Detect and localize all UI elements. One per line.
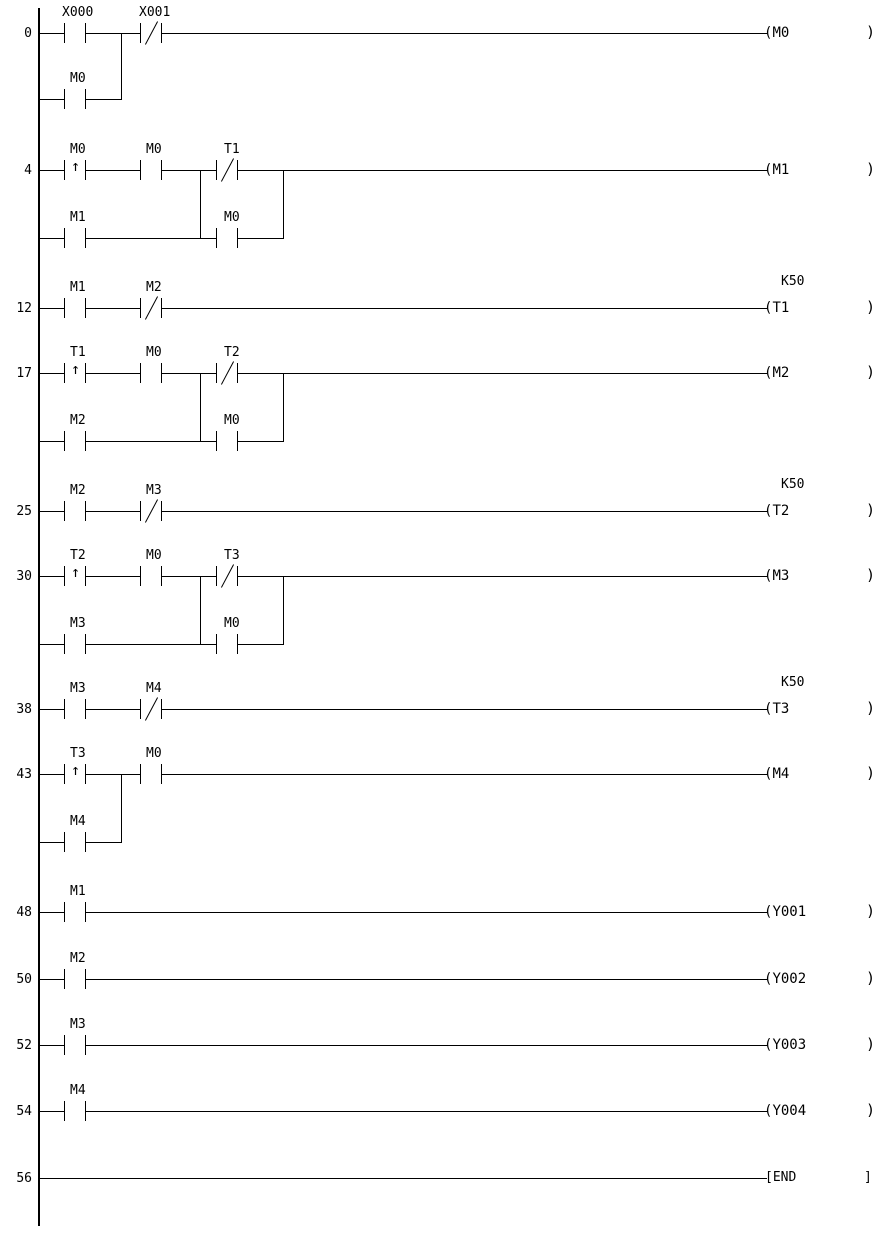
rung-wire <box>238 373 767 374</box>
contact-no-m2-branch[interactable] <box>64 431 86 451</box>
rung-step-number: 25 <box>16 504 32 519</box>
rung-step-number: 56 <box>16 1171 32 1186</box>
rung-step-number: 52 <box>16 1038 32 1053</box>
contact-label: M0 <box>146 746 162 761</box>
branch-wire <box>39 644 64 645</box>
rung-wire <box>39 33 64 34</box>
rung-wire <box>162 774 767 775</box>
rung-wire <box>86 774 140 775</box>
contact-label: T2 <box>224 345 240 360</box>
coil-close-paren: ) <box>866 969 876 987</box>
coil-y001[interactable] <box>764 905 806 919</box>
coil-label: M0 <box>772 25 790 41</box>
contact-label: M0 <box>70 142 86 157</box>
timer-preset-label: K50 <box>781 675 805 690</box>
coil-label: M2 <box>772 365 790 381</box>
contact-label: M0 <box>224 413 240 428</box>
rung-wire <box>162 170 216 171</box>
branch-wire <box>39 441 64 442</box>
contact-nc-t2[interactable] <box>216 363 238 383</box>
coil-label: T2 <box>772 503 790 519</box>
coil-close-paren: ) <box>866 160 876 178</box>
contact-no-m2[interactable] <box>64 501 86 521</box>
coil-m1[interactable] <box>764 163 789 177</box>
branch-wire <box>238 441 284 442</box>
contact-rising-m0[interactable] <box>64 157 86 180</box>
contact-nc-m4[interactable] <box>140 699 162 719</box>
contact-nc-m3[interactable] <box>140 501 162 521</box>
contact-no-m3-branch[interactable] <box>64 634 86 654</box>
coil-close-paren: ) <box>866 566 876 584</box>
contact-no-m1[interactable] <box>64 298 86 318</box>
rising-edge-arrow: ↑ <box>71 157 81 175</box>
coil-close-paren: ) <box>866 363 876 381</box>
contact-label: M0 <box>146 345 162 360</box>
rung-wire <box>86 1111 767 1112</box>
contact-nc-m2[interactable] <box>140 298 162 318</box>
rung-wire <box>162 709 767 710</box>
coil-label: T3 <box>772 701 790 717</box>
branch-wire <box>39 842 64 843</box>
contact-label: T2 <box>70 548 86 563</box>
coil-y002[interactable] <box>764 972 806 986</box>
coil-y003[interactable] <box>764 1038 806 1052</box>
contact-label: M3 <box>70 1017 86 1032</box>
contact-rising-t2[interactable] <box>64 563 86 586</box>
rung-wire <box>238 170 767 171</box>
branch-vertical <box>121 774 122 842</box>
coil-open-paren: ( <box>764 300 773 316</box>
contact-label: M2 <box>70 951 86 966</box>
rising-edge-arrow: ↑ <box>71 360 81 378</box>
contact-label: M0 <box>146 548 162 563</box>
branch-vertical <box>39 774 40 842</box>
coil-timer-t2[interactable] <box>764 504 789 518</box>
coil-m0[interactable] <box>764 26 789 40</box>
contact-label: M1 <box>70 884 86 899</box>
coil-label: M3 <box>772 568 790 584</box>
coil-close-paren: ) <box>866 902 876 920</box>
coil-open-paren: ( <box>764 25 773 41</box>
rung-wire <box>39 709 64 710</box>
coil-close-paren: ) <box>866 1035 876 1053</box>
coil-close-paren: ) <box>866 1101 876 1119</box>
rung-step-number: 4 <box>24 163 32 178</box>
contact-label: M2 <box>70 483 86 498</box>
branch-vertical <box>200 373 201 441</box>
rung-wire <box>86 709 140 710</box>
branch-wire <box>39 99 64 100</box>
branch-wire <box>238 644 284 645</box>
contact-no-m3[interactable] <box>64 699 86 719</box>
contact-label: T1 <box>70 345 86 360</box>
end-instruction[interactable] <box>765 1171 796 1184</box>
contact-label: M3 <box>146 483 162 498</box>
coil-close-paren: ) <box>866 764 876 782</box>
rung-step-number: 17 <box>16 366 32 381</box>
coil-label: Y003 <box>772 1037 807 1053</box>
coil-open-paren: ( <box>764 1037 773 1053</box>
rung-wire <box>86 33 140 34</box>
coil-open-paren: ( <box>764 568 773 584</box>
contact-label: M0 <box>224 616 240 631</box>
branch-wire <box>86 99 122 100</box>
branch-vertical <box>283 373 284 441</box>
branch-vertical <box>200 576 201 644</box>
rung-wire <box>86 979 767 980</box>
end-close-bracket: ] <box>864 1170 872 1185</box>
rising-edge-arrow: ↑ <box>71 563 81 581</box>
rung-step-number: 30 <box>16 569 32 584</box>
rung-wire <box>39 912 64 913</box>
rung-wire <box>162 373 216 374</box>
rung-step-number: 43 <box>16 767 32 782</box>
end-label: END <box>772 1170 797 1185</box>
contact-nc-t3[interactable] <box>216 566 238 586</box>
rung-wire <box>162 511 767 512</box>
branch-wire <box>86 238 216 239</box>
coil-label: T1 <box>772 300 790 316</box>
contact-label: M0 <box>70 71 86 86</box>
rung-step-number: 0 <box>24 26 32 41</box>
coil-close-paren: ) <box>866 298 876 316</box>
coil-open-paren: ( <box>764 503 773 519</box>
rung-wire <box>39 1111 64 1112</box>
contact-label: M0 <box>224 210 240 225</box>
rung-wire <box>86 1045 767 1046</box>
branch-vertical <box>283 576 284 644</box>
coil-y004[interactable] <box>764 1104 806 1118</box>
coil-open-paren: ( <box>764 904 773 920</box>
branch-wire <box>86 441 216 442</box>
rung-wire <box>39 170 64 171</box>
contact-no-m0[interactable] <box>140 566 162 586</box>
coil-label: Y002 <box>772 971 807 987</box>
end-open-bracket: [ <box>765 1170 773 1185</box>
contact-no-m1-branch[interactable] <box>64 228 86 248</box>
contact-no-m3[interactable] <box>64 1035 86 1055</box>
rung-wire <box>162 308 767 309</box>
coil-open-paren: ( <box>764 162 773 178</box>
timer-preset-label: K50 <box>781 274 805 289</box>
contact-label: T3 <box>70 746 86 761</box>
contact-label: M4 <box>70 814 86 829</box>
rung-step-number: 48 <box>16 905 32 920</box>
contact-label: M1 <box>70 210 86 225</box>
coil-open-paren: ( <box>764 1103 773 1119</box>
rung-wire <box>86 373 140 374</box>
coil-close-paren: ) <box>866 699 876 717</box>
contact-label: X001 <box>139 5 171 20</box>
branch-wire <box>238 238 284 239</box>
rung-step-number: 50 <box>16 972 32 987</box>
branch-wire <box>86 842 122 843</box>
branch-vertical <box>39 33 40 99</box>
contact-label: M4 <box>70 1083 86 1098</box>
coil-label: Y001 <box>772 904 807 920</box>
coil-timer-t1[interactable] <box>764 301 789 315</box>
rising-edge-arrow: ↑ <box>71 761 81 779</box>
rung-wire <box>39 308 64 309</box>
branch-vertical <box>283 170 284 238</box>
contact-no-m0[interactable] <box>140 363 162 383</box>
coil-close-paren: ) <box>866 23 876 41</box>
rung-wire <box>39 511 64 512</box>
contact-label: M3 <box>70 681 86 696</box>
coil-open-paren: ( <box>764 701 773 717</box>
rung-step-number: 38 <box>16 702 32 717</box>
branch-vertical <box>121 33 122 99</box>
contact-no-m4-branch[interactable] <box>64 832 86 852</box>
contact-label: M4 <box>146 681 162 696</box>
coil-m3[interactable] <box>764 569 789 583</box>
coil-label: Y004 <box>772 1103 807 1119</box>
rung-wire <box>86 308 140 309</box>
contact-label: X000 <box>62 5 94 20</box>
rung-wire <box>86 170 140 171</box>
rung-step-number: 12 <box>16 301 32 316</box>
coil-timer-t3[interactable] <box>764 702 789 716</box>
rung-wire <box>39 1045 64 1046</box>
contact-label: M2 <box>146 280 162 295</box>
rung-wire <box>39 1178 767 1179</box>
contact-no-m0-branch[interactable] <box>216 431 238 451</box>
coil-open-paren: ( <box>764 766 773 782</box>
contact-label: M1 <box>70 280 86 295</box>
contact-no-m0-branch[interactable] <box>216 634 238 654</box>
contact-nc-x001[interactable] <box>140 23 162 43</box>
branch-wire <box>86 644 216 645</box>
contact-label: T3 <box>224 548 240 563</box>
branch-vertical <box>39 576 40 644</box>
coil-label: M1 <box>772 162 790 178</box>
contact-label: M2 <box>70 413 86 428</box>
contact-rising-t3[interactable] <box>64 761 86 784</box>
contact-no-m0-branch[interactable] <box>216 228 238 248</box>
rung-wire <box>86 912 767 913</box>
rung-wire <box>39 373 64 374</box>
rung-wire <box>86 576 140 577</box>
timer-preset-label: K50 <box>781 477 805 492</box>
rung-wire <box>39 774 64 775</box>
contact-label: T1 <box>224 142 240 157</box>
rung-wire <box>39 576 64 577</box>
contact-label: M0 <box>146 142 162 157</box>
rung-wire <box>238 576 767 577</box>
branch-wire <box>39 238 64 239</box>
rung-step-number: 54 <box>16 1104 32 1119</box>
rung-wire <box>39 979 64 980</box>
contact-nc-t1[interactable] <box>216 160 238 180</box>
branch-vertical <box>39 170 40 238</box>
branch-vertical <box>200 170 201 238</box>
coil-m4[interactable] <box>764 767 789 781</box>
contact-rising-t1[interactable] <box>64 360 86 383</box>
coil-open-paren: ( <box>764 971 773 987</box>
coil-label: M4 <box>772 766 790 782</box>
contact-no-m0-branch[interactable] <box>64 89 86 109</box>
contact-no-x000[interactable] <box>64 23 86 43</box>
contact-no-m0[interactable] <box>140 160 162 180</box>
branch-vertical <box>39 373 40 441</box>
contact-no-m2[interactable] <box>64 969 86 989</box>
rung-wire <box>162 33 767 34</box>
contact-no-m4[interactable] <box>64 1101 86 1121</box>
coil-close-paren: ) <box>866 501 876 519</box>
coil-m2[interactable] <box>764 366 789 380</box>
contact-no-m1[interactable] <box>64 902 86 922</box>
contact-label: M3 <box>70 616 86 631</box>
rung-wire <box>162 576 216 577</box>
contact-no-m0[interactable] <box>140 764 162 784</box>
rung-wire <box>86 511 140 512</box>
coil-open-paren: ( <box>764 365 773 381</box>
